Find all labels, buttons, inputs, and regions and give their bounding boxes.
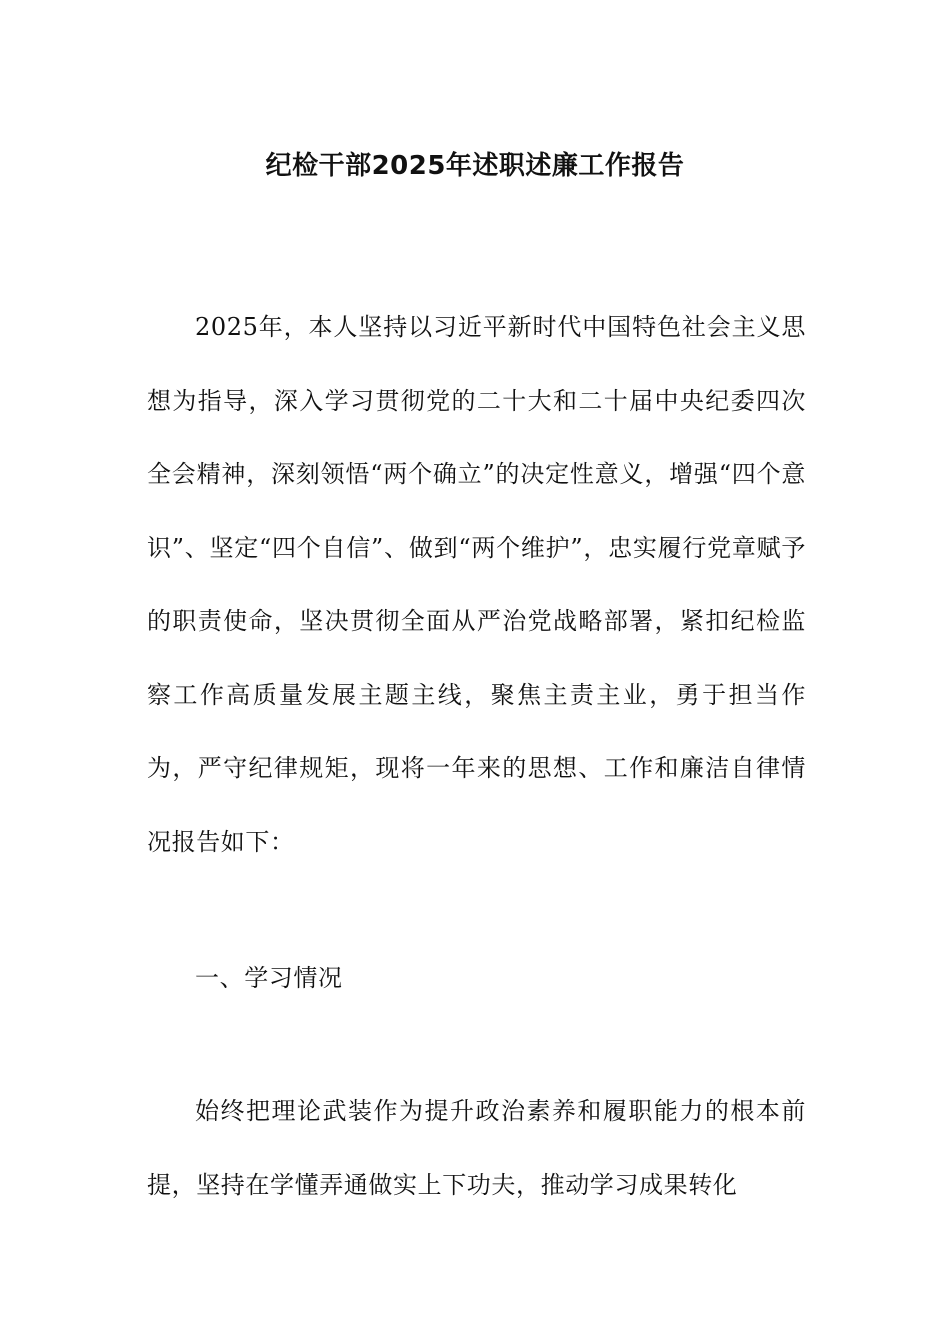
section-heading-study: 一、学习情况 xyxy=(195,964,343,992)
section-study-paragraph: 始终把理论武装作为提升政治素养和履职能力的根本前提，坚持在学懂弄通做实上下功夫，推动学习成果转化 xyxy=(147,1097,806,1199)
intro-paragraph: 2025年，本人坚持以习近平新时代中国特色社会主义思想为指导，深入学习贯彻党的二十大和二十届中央纪委四次全会精神，深刻领悟“两个确立”的决定性意义，增强“四个意识”、坚定“四个自信”、做到“两个维护”，忠实履行党章赋予的职责使命，坚决贯彻全面从严治党战略部署，紧扣纪检监察工作高质量发展主题主线，聚焦主责主业，勇于担当作为，严守纪律规矩，现将一年来的思想、工作和廉洁自律情况报告如下： xyxy=(147,313,806,856)
document-title: 纪检干部2025年述职述廉工作报告 xyxy=(265,151,685,181)
